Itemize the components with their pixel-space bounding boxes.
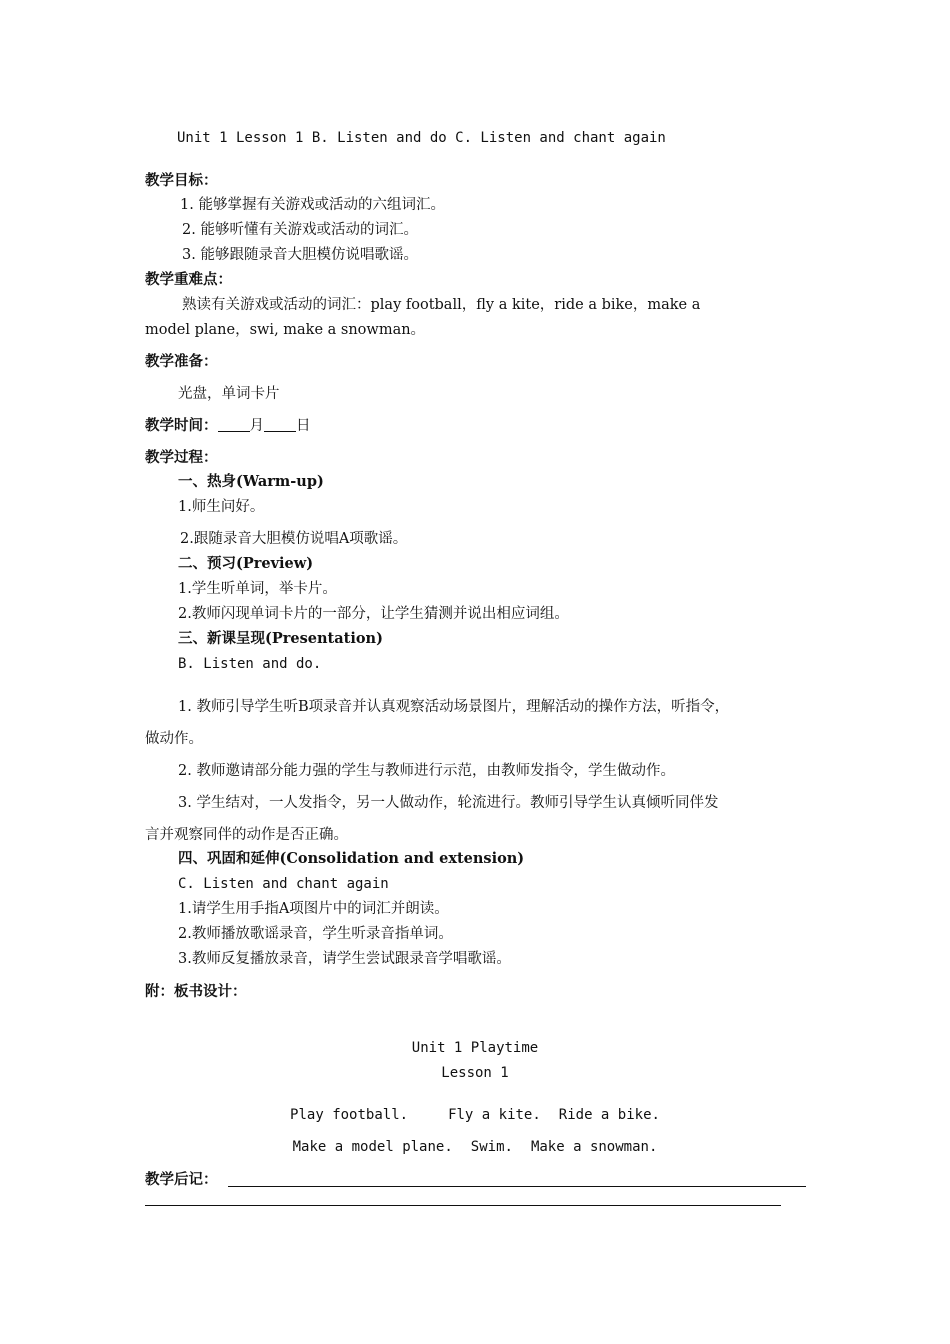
time-line: [145, 416, 311, 436]
postscript-heading: 教学后记：: [145, 1171, 218, 1188]
preview-title: 二、预习(Preview): [178, 555, 314, 572]
month-label: 月: [249, 418, 264, 434]
prep-text: 光盘，单词卡片: [178, 386, 280, 402]
day-blank: [264, 416, 296, 432]
presentation-para: 2. 教师邀请部分能力强的学生与教师进行示范，由教师发指令，学生做动作。: [178, 763, 675, 779]
presentation-para: 3. 学生结对，一人发指令，另一人做动作，轮流进行。教师引导学生认真倾听同伴发: [178, 795, 719, 811]
day-label: 日: [296, 418, 311, 434]
board-phrase: Make a snowman.: [530, 1139, 658, 1155]
key-points-line: 熟读有关游戏或活动的词汇：play football，fly a kite，ride a bike，make a: [182, 297, 701, 313]
warmup-item: 2.跟随录音大胆模仿说唱A项歌谣。: [180, 531, 408, 547]
time-heading: 教学时间：: [145, 417, 218, 434]
warmup-item: 1.师生问好。: [178, 499, 265, 515]
key-points-heading: 教学重难点：: [145, 271, 232, 288]
postscript-line: [228, 1186, 806, 1187]
board-phrases-row: [0, 1105, 950, 1125]
postscript-line: [145, 1205, 781, 1206]
goals-heading: 教学目标：: [145, 172, 218, 189]
consolidation-sub: C. Listen and chant again: [178, 876, 389, 892]
preview-item: 2.教师闪现单词卡片的一部分，让学生猜测并说出相应词组。: [178, 606, 569, 622]
consolidation-item: 3.教师反复播放录音，请学生尝试跟录音学唱歌谣。: [178, 951, 511, 967]
presentation-para: 言并观察同伴的动作是否正确。: [145, 827, 348, 843]
process-heading: 教学过程：: [145, 449, 218, 466]
board-phrase: Ride a bike.: [558, 1107, 660, 1123]
presentation-title: 三、新课呈现(Presentation): [178, 630, 383, 647]
consolidation-title: 四、巩固和延伸(Consolidation and extension): [178, 850, 525, 867]
board-phrase: Make a model plane.: [292, 1139, 453, 1155]
presentation-para: 做动作。: [145, 731, 203, 747]
consolidation-item: 1.请学生用手指A项图片中的词汇并朗读。: [178, 901, 449, 917]
lesson-title: Unit 1 Lesson 1 B. Listen and do C. Listen and chant again: [177, 130, 666, 146]
month-blank: [218, 416, 250, 432]
presentation-sub: B. Listen and do.: [178, 656, 322, 672]
goal-item: 3. 能够跟随录音大胆模仿说唱歌谣。: [182, 247, 418, 263]
warmup-title: 一、热身(Warm-up): [178, 473, 324, 490]
board-phrases-row: [0, 1137, 950, 1157]
board-phrase: Play football.: [290, 1107, 409, 1123]
goal-item: 1. 能够掌握有关游戏或活动的六组词汇。: [180, 197, 445, 213]
goal-item: 2. 能够听懂有关游戏或活动的词汇。: [182, 222, 418, 238]
board-unit-title: Unit 1 Playtime: [411, 1040, 539, 1056]
consolidation-item: 2.教师播放歌谣录音，学生听录音指单词。: [178, 926, 453, 942]
board-phrase: Swim.: [470, 1139, 513, 1155]
board-phrase: Fly a kite.: [448, 1107, 541, 1123]
key-points-line: model plane，swi, make a snowman。: [145, 322, 426, 338]
presentation-para: 1. 教师引导学生听B项录音并认真观察活动场景图片，理解活动的操作方法，听指令，: [178, 699, 730, 715]
board-heading: 附：板书设计：: [145, 983, 247, 1000]
preview-item: 1.学生听单词，举卡片。: [178, 581, 337, 597]
board-lesson-title: Lesson 1: [441, 1065, 509, 1081]
prep-heading: 教学准备：: [145, 353, 218, 370]
